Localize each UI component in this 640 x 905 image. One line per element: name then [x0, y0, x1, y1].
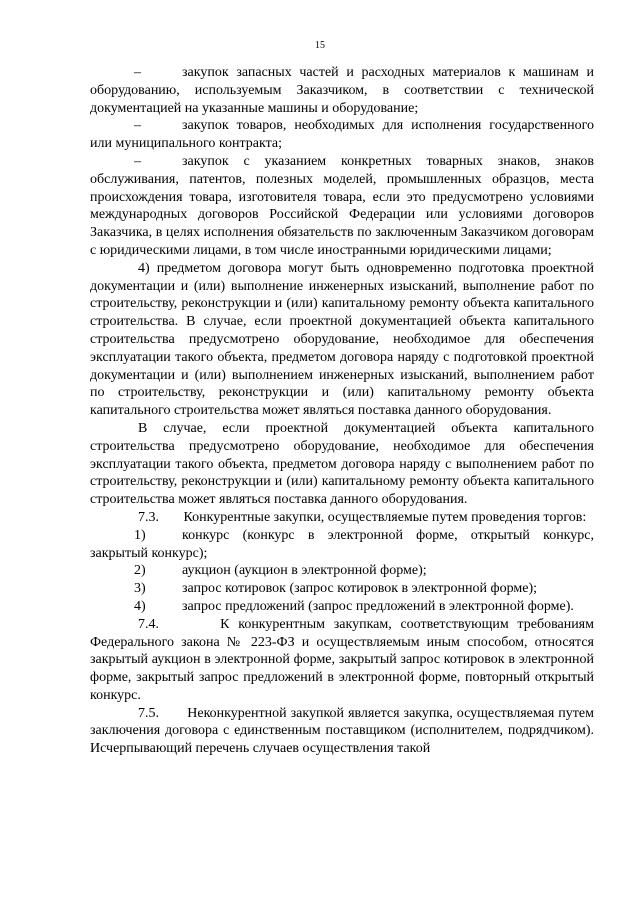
paragraph: закупок товаров, необходимых для исполнения государственного или муниципального контракта;: [90, 118, 594, 152]
paragraph: В случае, если проектной документацией объекта капитального строительства предусмотрено оборудование, необходимое для обеспечения эксплуатации такого объекта, предметом договора наряду с выполнением работ по строительству, реконструкции и (или) капитальному ремонту объекта капитального строительства может являться поставка данного оборудования.: [90, 420, 594, 508]
item-number: 4): [134, 598, 146, 614]
dash-marker: –: [134, 65, 141, 80]
page-number: 15: [315, 40, 325, 51]
bullet-item: [90, 64, 594, 117]
bullet-item: [90, 117, 594, 153]
item-number: 1): [134, 527, 146, 543]
paragraph: закупок с указанием конкретных товарных знаков, знаков обслуживания, патентов, полезных моделей, промышленных образцов, места происхождения товара, изготовителя товара, если это предусмотрено условиями международных договоров Российской Федерации или условиями договоров Заказчика, в целях исполнения обязательств по заключенным Заказчиком договорам с юридическими лицами, в том числе иностранными юридическими лицами;: [90, 153, 594, 258]
list-item-text: запрос котировок (запрос котировок в электронной форме);: [182, 581, 537, 597]
dash-marker: –: [134, 118, 141, 134]
paragraph: закупок запасных частей и расходных материалов к машинам и оборудованию, используемым Заказчиком, в соответствии с технической документацией на указанные машины и оборудование;: [90, 65, 594, 116]
section-7-3: 7.3. Конкурентные закупки, осуществляемые путем проведения торгов:: [138, 509, 587, 525]
list-item-text: конкурс (конкурс в электронной форме, открытый конкурс, закрытый конкурс);: [90, 527, 594, 561]
list-item: [90, 562, 594, 580]
item-number: 3): [134, 581, 146, 597]
paragraph: 4) предметом договора могут быть одновременно подготовка проектной документации и (или) выполнение инженерных изысканий, выполнение работ по строительству, реконструкции и (или) капитальному ремонту объекта капитального строительства. В случае, если проектной документацией объекта капитального строительства предусмотрено оборудование, необходимое для обеспечения эксплуатации такого объекта, предметом договора наряду с подготовкой проектной документации и (или) выполнением инженерных изысканий, выполнением работ по строительству, реконструкции и (или) капитальному ремонту объекта капитального строительства может являться поставка данного оборудования.: [90, 260, 594, 419]
document-body: [90, 64, 594, 758]
list-item-text: аукцион (аукцион в электронной форме);: [182, 563, 427, 579]
list-item: [90, 580, 594, 598]
list-item: [90, 527, 594, 563]
section-7-5: 7.5. Неконкурентной закупкой является закупка, осуществляемая путем заключения договора с единственным поставщиком (исполнителем, подрядчиком). Исчерпывающий перечень случаев осуществления такой: [90, 705, 594, 757]
section-7-4: 7.4. К конкурентным закупкам, соответствующим требованиям Федерального закона № 223-ФЗ и осуществляемым иным способом, относятся закрытый аукцион в электронной форме, закрытый запрос котировок в электронной форме, закрытый запрос предложений в электронной форме, повторный открытый конкурс.: [90, 616, 594, 703]
list-item: [90, 598, 594, 616]
dash-marker: –: [134, 153, 141, 169]
bullet-item: [90, 153, 594, 260]
item-number: 2): [134, 563, 146, 579]
list-item-text: запрос предложений (запрос предложений в электронной форме).: [182, 598, 574, 614]
